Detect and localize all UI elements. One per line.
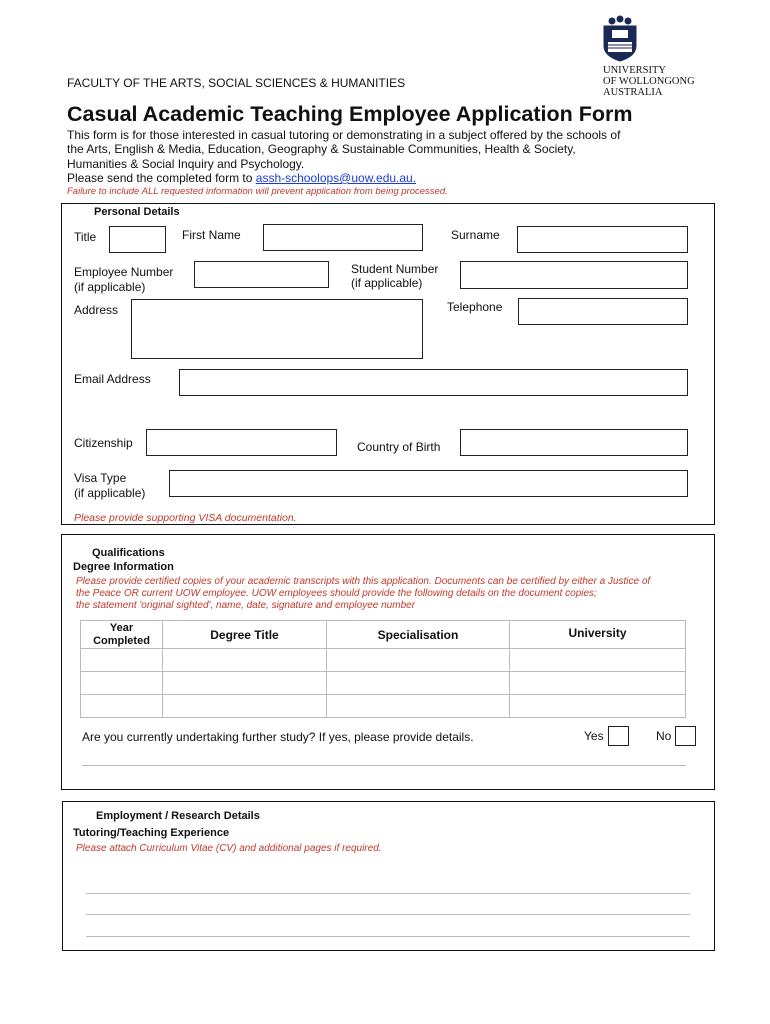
column-header-degree-title: Degree Title [163,621,327,649]
table-cell[interactable] [510,695,686,718]
teaching-experience-heading: Tutoring/Teaching Experience [73,827,230,839]
qualifications-note: Please provide certified copies of your academic transcripts with this application. Documents can be certified by either a Justice of the Peace OR current UOW employee. UOW employees should provide the following details on the document copies; the statement 'original sighted', name, date, signature and employee number [76,576,651,612]
table-cell[interactable] [163,695,327,718]
column-header-year: Year Completed [81,621,163,649]
telephone-label: Telephone [447,300,503,314]
further-study-question: Are you currently undertaking further study? If yes, please provide details. [82,730,474,744]
experience-line[interactable] [86,936,690,937]
table-row [81,672,686,695]
university-crest-icon [598,14,642,62]
email-address-field[interactable] [179,369,688,396]
table-row [81,649,686,672]
faculty-name: FACULTY OF THE ARTS, SOCIAL SCIENCES & HUMANITIES [67,76,406,90]
table-cell[interactable] [510,649,686,672]
employee-number-field[interactable] [194,261,329,288]
cv-note: Please attach Curriculum Vitae (CV) and additional pages if required. [76,843,382,854]
table-cell[interactable] [81,672,163,695]
country-of-birth-field[interactable] [460,429,688,456]
employment-heading: Employment / Research Details [96,810,260,822]
no-checkbox[interactable] [675,726,696,746]
visa-type-label: Visa Type (if applicable) [74,471,146,500]
title-field[interactable] [109,226,166,253]
telephone-field[interactable] [518,298,688,325]
page-title: Casual Academic Teaching Employee Application Form [67,102,633,126]
citizenship-label: Citizenship [74,436,133,450]
surname-label: Surname [451,228,500,242]
degree-table [80,620,686,718]
experience-line[interactable] [86,893,690,894]
first-name-field[interactable] [263,224,423,251]
further-study-details-line[interactable] [82,765,686,766]
column-header-specialisation: Specialisation [327,621,510,649]
table-cell[interactable] [327,649,510,672]
title-label: Title [74,230,97,244]
personal-details-heading: Personal Details [94,206,180,218]
table-cell[interactable] [163,672,327,695]
address-field[interactable] [131,299,423,359]
table-cell[interactable] [510,672,686,695]
country-of-birth-label: Country of Birth [357,440,441,454]
visa-type-field[interactable] [169,470,688,497]
yes-label: Yes [584,729,604,743]
email-link[interactable]: assh-schoolops@uow.edu.au. [255,170,417,185]
student-number-label: Student Number (if applicable) [351,262,439,290]
table-cell[interactable] [163,649,327,672]
student-number-field[interactable] [460,261,688,289]
visa-note: Please provide supporting VISA documentation. [74,512,297,524]
no-label: No [656,729,672,743]
table-cell[interactable] [81,649,163,672]
table-cell[interactable] [327,672,510,695]
employee-number-label: Employee Number (if applicable) [74,265,174,294]
table-cell[interactable] [327,695,510,718]
degree-information-heading: Degree Information [73,561,174,573]
email-address-label: Email Address [74,372,151,386]
citizenship-field[interactable] [146,429,337,456]
warning-note: Failure to include ALL requested information will prevent application from being processed. [67,186,448,197]
university-wordmark: UNIVERSITY OF WOLLONGONG AUSTRALIA [603,65,695,98]
intro-text: This form is for those interested in casual tutoring or demonstrating in a subject offered by the schools of the Arts, English & Media, Education, Geography & Sustainable Communities, Health & Society, Humanities & Social Inquiry and Psychology. Please send the completed form to assh-schoolops@uow.edu.au. [67,128,621,185]
yes-checkbox[interactable] [608,726,629,746]
table-cell[interactable] [81,695,163,718]
table-row [81,695,686,718]
employment-section [62,801,715,951]
address-label: Address [74,303,119,317]
surname-field[interactable] [517,226,688,253]
qualifications-heading: Qualifications [92,547,165,559]
experience-line[interactable] [86,914,690,915]
first-name-label: First Name [182,228,241,242]
column-header-university: University [510,621,686,649]
